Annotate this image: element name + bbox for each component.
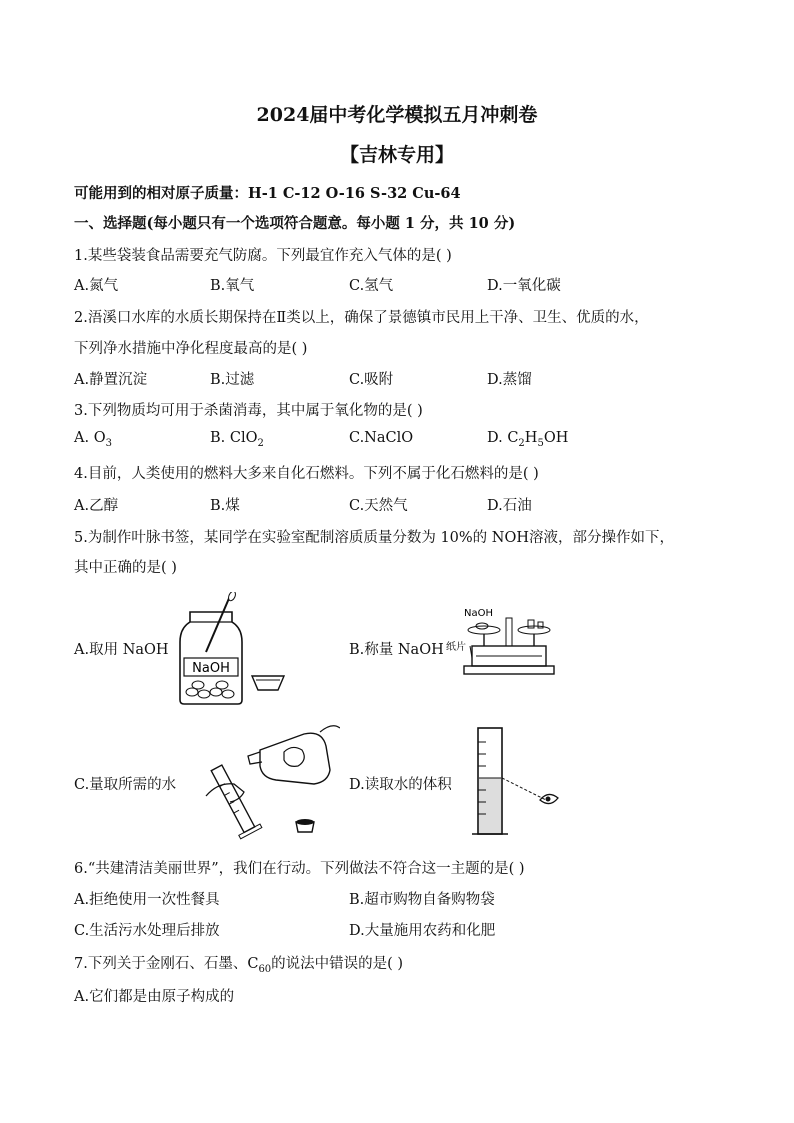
q6-option-a: A.拒绝使用一次性餐具 bbox=[74, 892, 220, 908]
q1-option-c: C.氢气 bbox=[349, 278, 394, 294]
balance-naoh-label: NaOH bbox=[464, 608, 493, 619]
jar-label: NaOH bbox=[192, 661, 230, 676]
page-title: 2024届中考化学模拟五月冲刺卷 bbox=[256, 104, 538, 126]
q5-option-c-label: C.量取所需的水 bbox=[74, 777, 177, 793]
jar-spoon-figure bbox=[176, 592, 286, 710]
question-5-stem-line1: 5.为制作叶脉书签，某同学在实验室配制溶质质量分数为 10%的 NOH溶液，部分操作如下， bbox=[74, 530, 674, 546]
question-7-stem: 7.下列关于金刚石、石墨、$C_{60}$的说法中错误的是( ) bbox=[74, 956, 404, 975]
q1-option-d: D.一氧化碳 bbox=[487, 278, 561, 294]
q4-option-c: C.天然气 bbox=[349, 498, 408, 514]
q6-option-c: C.生活污水处理后排放 bbox=[74, 923, 220, 939]
q2-option-b: B.过滤 bbox=[210, 372, 255, 388]
q1-option-a: A.氮气 bbox=[74, 278, 119, 294]
question-1-stem: 1.某些袋装食品需要充气防腐。下列最宜作充入气体的是( ) bbox=[74, 248, 452, 264]
question-5-stem-line2: 其中正确的是( ) bbox=[74, 560, 177, 576]
q2-option-d: D.蒸馏 bbox=[487, 372, 532, 388]
q3-option-d: D. $C_2H_5OH$ bbox=[487, 430, 569, 449]
q1-option-b: B.氧气 bbox=[210, 278, 255, 294]
q6-option-b: B.超市购物自备购物袋 bbox=[349, 892, 495, 908]
question-6-stem: 6.“共建清洁美丽世界”，我们在行动。下列做法不符合这一主题的是( ) bbox=[74, 861, 525, 877]
q5-option-b-label: B.称量 NaOH bbox=[349, 642, 444, 658]
q4-option-d: D.石油 bbox=[487, 498, 532, 514]
q3-option-c: C.NaClO bbox=[349, 430, 414, 446]
page-subtitle: 【吉林专用】 bbox=[339, 144, 454, 166]
section-heading: 一、选择题(每小题只有一个选项符合题意。每小题 1 分，共 10 分) bbox=[74, 215, 516, 232]
q5-option-a-label: A.取用 NaOH bbox=[74, 642, 169, 658]
q7-option-a: A.它们都是由原子构成的 bbox=[74, 989, 235, 1005]
q3-option-a: A. $O_3$ bbox=[74, 430, 112, 449]
q4-option-a: A.乙醇 bbox=[74, 498, 119, 514]
q2-option-a: A.静置沉淀 bbox=[74, 372, 148, 388]
balance-figure bbox=[446, 602, 556, 686]
question-3-stem: 3.下列物质均可用于杀菌消毒，其中属于氧化物的是( ) bbox=[74, 403, 423, 419]
q3-option-b: B. ClO$_2$ bbox=[210, 430, 264, 449]
atomic-masses: 可能用到的相对原子质量：H-1 C-12 O-16 S-32 Cu-64 bbox=[74, 185, 461, 202]
q2-option-c: C.吸附 bbox=[349, 372, 394, 388]
reading-cylinder-figure bbox=[466, 724, 566, 840]
q5-option-d-label: D.读取水的体积 bbox=[349, 777, 452, 793]
question-2-stem-line1: 2.浯溪口水库的水质长期保持在Ⅱ类以上，确保了景德镇市民用上干净、卫生、优质的水， bbox=[74, 310, 649, 326]
question-2-stem-line2: 下列净水措施中净化程度最高的是( ) bbox=[74, 341, 308, 357]
paper-label: 纸片 bbox=[446, 642, 466, 653]
q6-option-d: D.大量施用农药和化肥 bbox=[349, 923, 496, 939]
q4-option-b: B.煤 bbox=[210, 498, 240, 514]
pouring-figure bbox=[200, 722, 340, 840]
question-4-stem: 4.目前，人类使用的燃料大多来自化石燃料。下列不属于化石燃料的是( ) bbox=[74, 466, 539, 482]
